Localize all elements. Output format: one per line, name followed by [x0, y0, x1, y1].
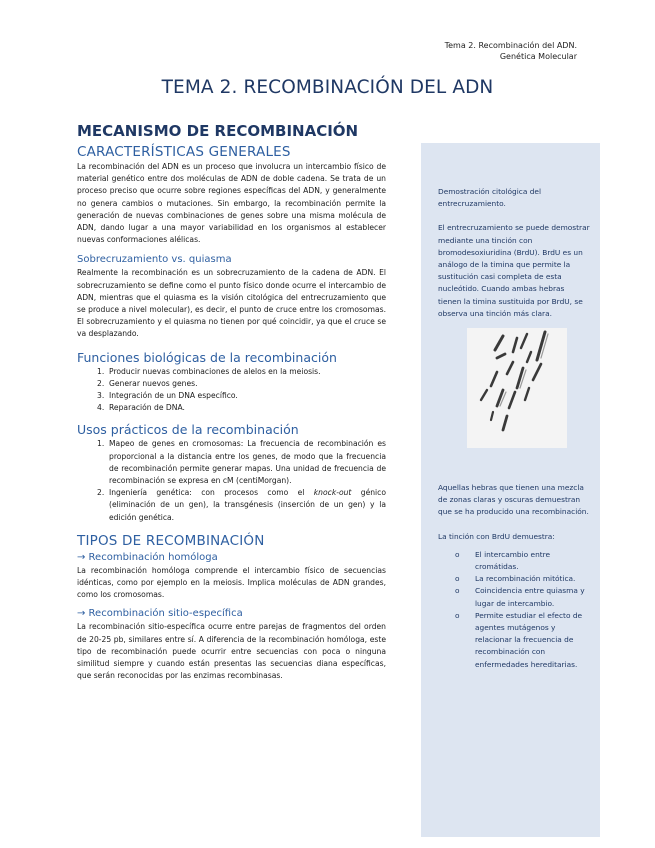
funciones-list	[97, 366, 386, 415]
caracteristicas-heading: CARACTERÍSTICAS GENERALES	[77, 144, 291, 160]
running-header-line-1: Tema 2. Recombinación del ADN.	[444, 41, 577, 50]
running-header	[445, 40, 577, 62]
sidebar-list	[455, 549, 590, 671]
usos-list	[97, 438, 386, 523]
list-item	[455, 585, 590, 609]
list-item-number: 2.	[97, 378, 105, 388]
main-column	[77, 122, 386, 683]
list-item-number: 3.	[97, 391, 105, 401]
list-item-text: Permite estudiar el efecto de agentes mutágenos y relacionar la frecuencia de recombinación con enfermedades hereditarias.	[475, 610, 583, 669]
sidebar-caption: Demostración citológica del entrecruzamiento.	[438, 187, 542, 209]
homologa-text: La recombinación homóloga comprende el intercambio físico de secuencias idénticas, como por ejemplo en la meiosis. Implica moléculas de ADN grandes, como los cromosomas.	[77, 565, 386, 600]
list-item-text	[109, 487, 386, 524]
sitio-especifica-text: La recombinación sitio-específica ocurre entre parejas de fragmentos del orden de 20-25 pb, similares entre sí. A diferencia de la recombinación homóloga, este tipo de recombinación puede ocurrir entre secuencias con poca o ninguna similitud siempre y cuando están presentas las secuencias diana específicas, que serán reconocidas por las enzimas recombinasas.	[77, 622, 386, 681]
list-item-number: 1.	[97, 439, 105, 449]
bullet-icon: o	[455, 586, 460, 596]
list-item	[97, 390, 386, 402]
section-title: MECANISMO DE RECOMBINACIÓN	[77, 122, 359, 140]
sitio-especifica-heading: → Recombinación sitio-específica	[77, 608, 243, 620]
list-item	[97, 402, 386, 414]
homologa-heading: → Recombinación homóloga	[77, 551, 218, 563]
bullet-icon: o	[455, 574, 460, 584]
sidebar-brdu-text: El entrecruzamiento se puede demostrar mediante una tinción con bromodesoxiuridina (BrdU). BrdU es un análogo de la timina que permite la sustitución casi completa de esta nucleótido. Cuando ambas hebras tienen la timina sustituida por BrdU, se observa una tinción más clara.	[438, 223, 590, 318]
ingenieria-text-end: génico (eliminación de un gen), la transgénesis (inserción de un gen) y la edición genética.	[109, 488, 386, 522]
list-item-number: 1.	[97, 366, 105, 376]
sidebar-demuestra-text: La tinción con BrdU demuestra:	[438, 531, 555, 541]
list-item-text: El intercambio entre cromátidas.	[475, 549, 551, 572]
list-item	[455, 549, 590, 573]
list-item-number: 2.	[97, 488, 105, 498]
tipos-heading: TIPOS DE RECOMBINACIÓN	[77, 532, 265, 549]
usos-heading: Usos prácticos de la recombinación	[77, 422, 299, 438]
sobrecruzamiento-heading: Sobrecruzamiento vs. quiasma	[77, 254, 232, 266]
chromosome-micrograph	[467, 328, 567, 448]
list-item	[97, 366, 386, 378]
sidebar-box	[421, 143, 600, 837]
list-item-text: Integración de un DNA específico.	[109, 391, 238, 401]
list-item	[97, 378, 386, 390]
running-header-line-2: Genética Molecular	[499, 52, 577, 61]
caracteristicas-text: La recombinación del ADN es un proceso que involucra un intercambio físico de material genético entre dos moléculas de ADN de doble cadena. Se trata de un proceso preciso que ocurre sobre regiones específicas del ADN, y generalmente no genera cambios o mutaciones. Sin embargo, la recombinación permite la generación de nuevas combinaciones de genes sobre una misma molécula de ADN, dando lugar a una mayor variabilidad en los organismos al establecer nuevas conformaciones alélicas.	[77, 162, 386, 245]
list-item-text: Generar nuevos genes.	[109, 378, 198, 388]
list-item	[455, 573, 590, 585]
knock-out-term: knock-out	[313, 488, 352, 498]
list-item-text: Reparación de DNA.	[109, 403, 185, 413]
sobrecruzamiento-text: Realmente la recombinación es un sobrecruzamiento de la cadena de ADN. El sobrecruzamiento se define como el punto físico donde ocurre el intercambio de ADN, mientras que el quiasma es la visión citológica del entrecruzamiento que se produce a nivel molecular), es decir, el punto de cruce entre los cromosomas. El sobrecruzamiento y el quiasma no tienen por qué coincidir, ya que el cruce se va desplazando.	[77, 268, 386, 339]
document-title: TEMA 2. RECOMBINACIÓN DEL ADN	[161, 77, 494, 98]
list-item-text: Producir nuevas combinaciones de alelos en la meiosis.	[109, 366, 321, 376]
list-item-text: Mapeo de genes en cromosomas: La frecuencia de recombinación es proporcional a la distancia entre los genes, de modo que la frecuencia de recombinación permite generar mapas. Una unidad de frecuencia de recombinación se expresa en cM (centiMorgan).	[109, 439, 386, 486]
sidebar-recombination-text: Aquellas hebras que tienen una mezcla de zonas claras y oscuras demuestran que se ha producido una recombinación.	[438, 483, 589, 517]
list-item	[97, 438, 386, 487]
funciones-heading: Funciones biológicas de la recombinación	[77, 349, 337, 365]
list-item	[97, 487, 386, 524]
list-item-text: Coincidencia entre quiasma y lugar de intercambio.	[475, 586, 585, 608]
list-item	[455, 610, 590, 671]
bullet-icon: o	[455, 610, 460, 620]
list-item-number: 4.	[97, 403, 105, 413]
list-item-text: La recombinación mitótica.	[475, 574, 576, 584]
ingenieria-text-start: Ingeniería genética: con procesos como el	[109, 488, 314, 498]
bullet-icon: o	[455, 549, 460, 559]
